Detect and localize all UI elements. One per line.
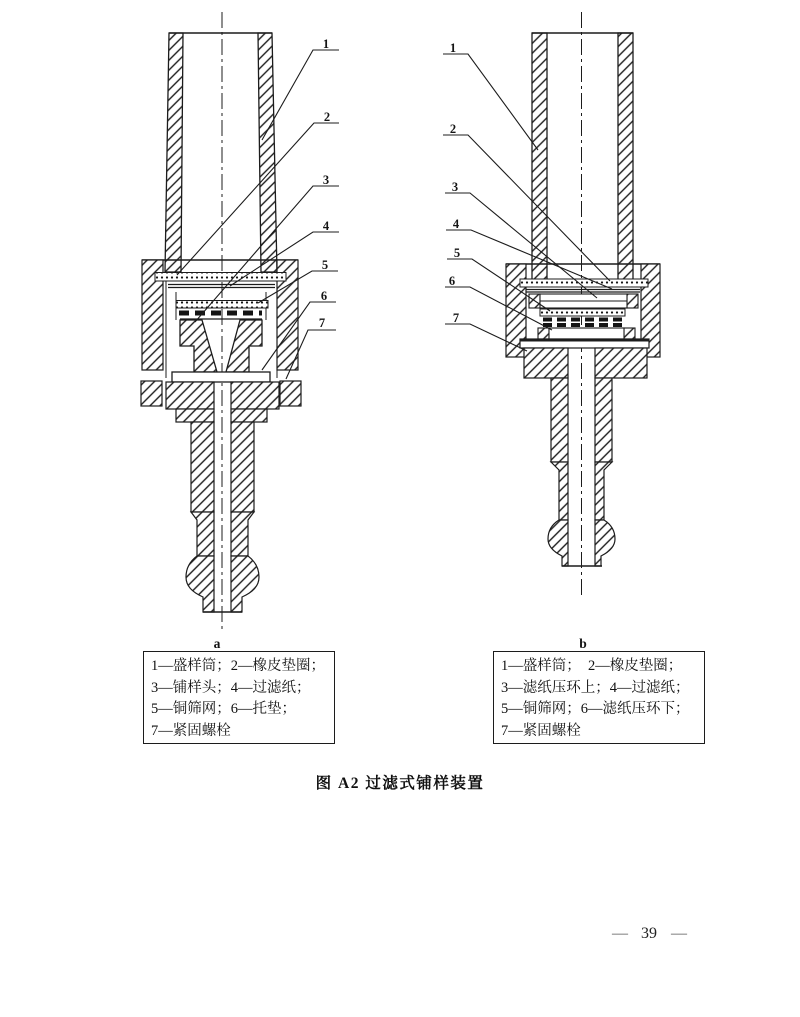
sample-cylinder: [165, 33, 277, 272]
callout-number: 1: [449, 41, 457, 55]
callout-number: 1: [322, 37, 330, 51]
lower-body-stem: [166, 382, 279, 612]
legend-line: 1—盛样筒； 2—橡皮垫圈；: [501, 658, 683, 674]
rubber-gasket-layer: [155, 273, 286, 282]
packing-band: [543, 320, 622, 326]
page-number-dash: —: [671, 925, 686, 942]
callout-number: 4: [322, 219, 330, 233]
device-a-drawing: [141, 12, 339, 651]
device-b-drawing: [443, 12, 660, 651]
legend-line: 7—紧固螺栓: [501, 722, 581, 739]
callout-number: 7: [318, 316, 326, 330]
legend-b: [493, 651, 705, 744]
page-number: [612, 925, 686, 943]
copper-mesh-layer: [176, 301, 268, 309]
copper-mesh-layer: [540, 309, 625, 316]
legend-line: 3—滤纸压环上；4—过滤纸；: [501, 679, 690, 696]
lower-press-ring: [538, 328, 635, 339]
callout-number: 6: [320, 289, 328, 303]
callout-number: 3: [451, 180, 459, 194]
legend-line: 1—盛样筒；2—橡皮垫圈；: [151, 658, 325, 674]
legend-line: 5—铜筛网；6—滤纸压环下；: [501, 701, 690, 717]
callout-number: 6: [448, 274, 456, 288]
spreading-head-funnel: [180, 319, 262, 372]
callout-number: 4: [452, 217, 460, 231]
page-number-dash: —: [612, 925, 627, 942]
callout-number: 2: [323, 110, 331, 124]
figure-caption: 图 A2 过滤式铺样装置: [315, 775, 485, 792]
rubber-gasket-layer: [520, 279, 648, 287]
filter-paper-layer: [526, 290, 640, 293]
sub-label-a: a: [213, 636, 221, 651]
base-plate: [520, 339, 649, 348]
support-pad: [172, 372, 270, 382]
page-number-value: 39: [641, 925, 657, 942]
callout-number: 7: [452, 311, 460, 325]
legend-line: 5—铜筛网；6—托垫；: [151, 701, 296, 717]
callout-number: 2: [449, 122, 457, 136]
legend-a: [143, 651, 335, 744]
legend-line: 7—紧固螺栓: [151, 722, 231, 739]
sample-cylinder: [532, 33, 633, 283]
lower-body-stem: [524, 348, 647, 566]
callout-number: 5: [453, 246, 461, 260]
callout-number: 5: [321, 258, 329, 272]
upper-press-ring: [529, 294, 638, 308]
sub-label-b: b: [579, 636, 587, 651]
legend-line: 3—铺样头；4—过滤纸；: [151, 679, 311, 696]
callout-number: 3: [322, 173, 330, 187]
